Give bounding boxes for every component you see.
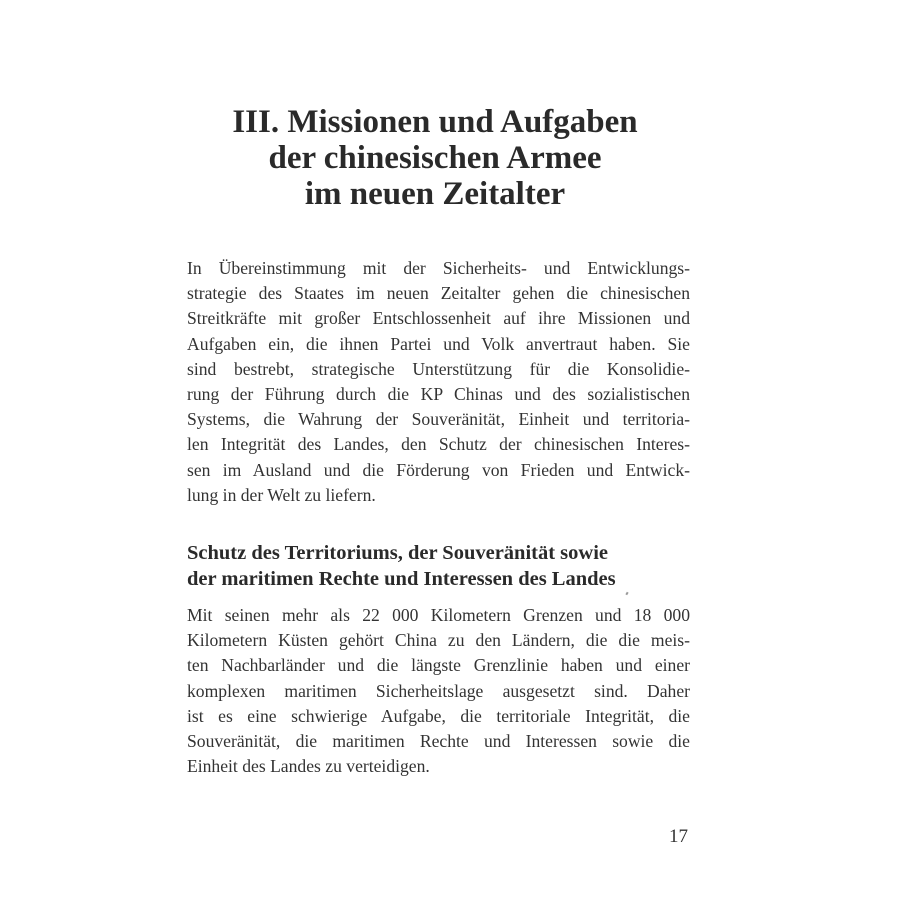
text-line: Streitkräfte mit großer Entschlossenheit auf ihre Missionen und <box>187 308 690 329</box>
section-heading <box>187 540 690 592</box>
text-line: lung in der Welt zu liefern. <box>187 484 376 505</box>
text-line: strategie des Staates im neuen Zeitalter gehen die chinesischen <box>187 283 690 304</box>
print-speck <box>625 592 628 596</box>
chapter-title-line: III. Missionen und Aufgaben <box>232 104 638 140</box>
intro-paragraph <box>187 256 690 508</box>
text-line: Aufgaben ein, die ihnen Partei und Volk anvertraut haben. Sie <box>187 333 690 354</box>
text-line: Kilometern Küsten gehört China zu den Ländern, die die meis- <box>187 630 690 651</box>
text-line: rung der Führung durch die KP Chinas und des sozialistischen <box>187 384 690 405</box>
text-line: Einheit des Landes zu verteidigen. <box>187 756 430 777</box>
chapter-title <box>150 104 720 212</box>
text-line: Souveränität, die maritimen Rechte und Interessen sowie die <box>187 731 690 752</box>
text-line: Systems, die Wahrung der Souveränität, Einheit und territoria- <box>187 409 690 430</box>
page-number: 17 <box>669 826 688 847</box>
section-heading-line: Schutz des Territoriums, der Souveränität sowie <box>187 542 609 564</box>
text-line: komplexen maritimen Sicherheitslage ausgesetzt sind. Daher <box>187 680 690 701</box>
text-line: sind bestrebt, strategische Unterstützung für die Konsolidie- <box>187 358 690 379</box>
chapter-title-line: im neuen Zeitalter <box>304 176 566 212</box>
section-paragraph <box>187 603 690 779</box>
text-line: In Übereinstimmung mit der Sicherheits- und Entwicklungs- <box>187 258 690 278</box>
text-line: len Integrität des Landes, den Schutz der chinesischen Interes- <box>187 434 690 455</box>
text-line: sen im Ausland und die Förderung von Frieden und Entwick- <box>187 459 690 480</box>
text-line: ist es eine schwierige Aufgabe, die territoriale Integrität, die <box>187 705 690 726</box>
text-line: ten Nachbarländer und die längste Grenzlinie haben und einer <box>187 655 690 676</box>
chapter-title-line: der chinesischen Armee <box>268 140 602 176</box>
text-line: Mit seinen mehr als 22 000 Kilometern Grenzen und 18 000 <box>187 605 690 625</box>
section-heading-line: der maritimen Rechte und Interessen des Landes <box>187 568 616 590</box>
